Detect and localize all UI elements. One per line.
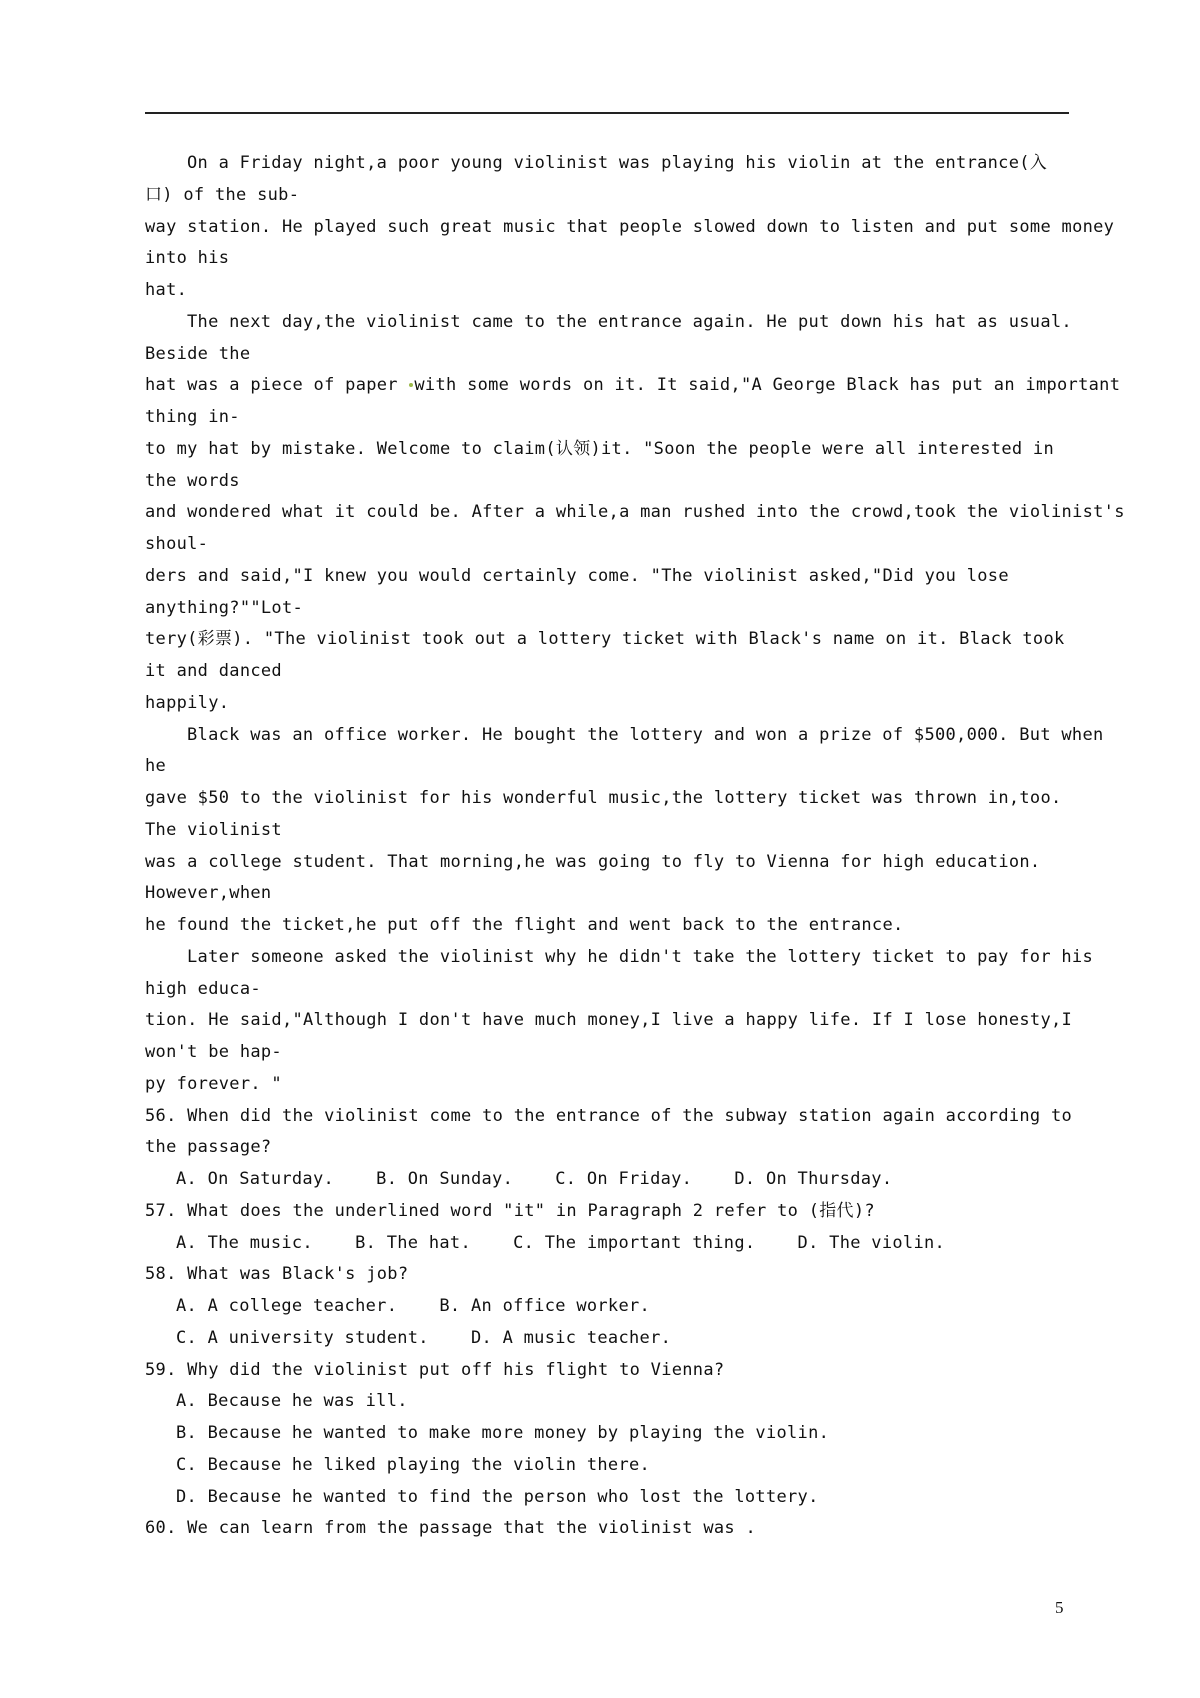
passage-segment: hat was a piece of paper: [145, 375, 398, 396]
question-60-stem: 60. We can learn from the passage that the violinist was .: [145, 1518, 757, 1539]
question-59-option-c: C. Because he liked playing the violin there.: [176, 1454, 651, 1475]
passage-line: happily.: [145, 692, 230, 713]
passage-line: he found the ticket,he put off the flight and went back to the entrance.: [145, 915, 904, 935]
passage-line: way station. He played such great music that people slowed down to listen and put some money: [145, 216, 1115, 237]
passage-line: Black was an office worker. He bought the lottery and won a prize of $500,000. But when: [187, 724, 1104, 745]
passage-line: won't be hap-: [145, 1042, 282, 1062]
passage-line: it and danced: [145, 661, 282, 681]
question-58-options-row-1: A. A college teacher. B. An office worker.: [176, 1296, 651, 1316]
passage-line: Beside the: [145, 343, 251, 364]
question-57-options: A. The music. B. The hat. C. The important thing. D. The violin.: [176, 1232, 946, 1253]
question-56-stem-cont: the passage?: [145, 1137, 272, 1158]
passage-line: However,when: [145, 883, 272, 904]
question-59-option-d: D. Because he wanted to find the person who lost the lottery.: [176, 1486, 819, 1507]
passage-line: shoul-: [145, 534, 209, 554]
passage-line: was a college student. That morning,he was going to fly to Vienna for high education.: [145, 851, 1041, 872]
passage-line: The violinist: [145, 819, 282, 840]
passage-line: 口) of the sub-: [145, 184, 300, 205]
passage-line: to my hat by mistake. Welcome to claim(认领)it. "Soon the people were all interested in: [145, 438, 1054, 459]
question-58-stem: 58. What was Black's job?: [145, 1264, 409, 1285]
passage-line: py forever. ": [145, 1073, 282, 1094]
passage-line: the words: [145, 470, 240, 491]
passage-line: tion. He said,"Although I don't have much money,I live a happy life. If I lose honesty,I: [145, 1010, 1073, 1031]
passage-line: gave $50 to the violinist for his wonderful music,the lottery ticket was thrown in,too.: [145, 788, 1062, 808]
passage-line: he: [145, 756, 167, 777]
passage-line: Later someone asked the violinist why he didn't take the lottery ticket to pay for his: [187, 946, 1093, 967]
passage-line: and wondered what it could be. After a while,a man rushed into the crowd,took the violinist's: [145, 502, 1125, 523]
question-59-option-a: A. Because he was ill.: [176, 1391, 408, 1412]
document-body: [145, 148, 1125, 1545]
question-57-stem: 57. What does the underlined word "it" in Paragraph 2 refer to (指代)?: [145, 1200, 875, 1221]
passage-line: high educa-: [145, 978, 261, 999]
passage-line: thing in-: [145, 407, 240, 427]
stray-dot-mark: [409, 383, 413, 387]
question-59-stem: 59. Why did the violinist put off his flight to Vienna?: [145, 1359, 725, 1380]
passage-line: [145, 370, 1121, 402]
passage-segment: with some words on it. It said,"A George Black has put an important: [414, 375, 1121, 396]
question-56-stem: 56. When did the violinist come to the entrance of the subway station again according to: [145, 1105, 1073, 1126]
passage-line: ders and said,"I knew you would certainly come. "The violinist asked,"Did you lose: [145, 565, 1009, 586]
passage-line: The next day,the violinist came to the entrance again. He put down his hat as usual.: [187, 311, 1072, 332]
question-58-options-row-2: C. A university student. D. A music teacher.: [176, 1327, 672, 1348]
passage-line: hat.: [145, 280, 188, 300]
question-56-options: A. On Saturday. B. On Sunday. C. On Friday. D. On Thursday.: [176, 1169, 893, 1189]
question-59-option-b: B. Because he wanted to make more money by playing the violin.: [176, 1423, 830, 1443]
passage-line: tery(彩票). "The violinist took out a lottery ticket with Black's name on it. Black took: [145, 629, 1065, 650]
passage-line: anything?""Lot-: [145, 597, 304, 618]
passage-line: On a Friday night,a poor young violinist was playing his violin at the entrance(入: [187, 153, 1048, 173]
header-rule: [145, 112, 1069, 114]
page-number: 5: [1055, 1598, 1064, 1617]
passage-line: into his: [145, 248, 230, 269]
